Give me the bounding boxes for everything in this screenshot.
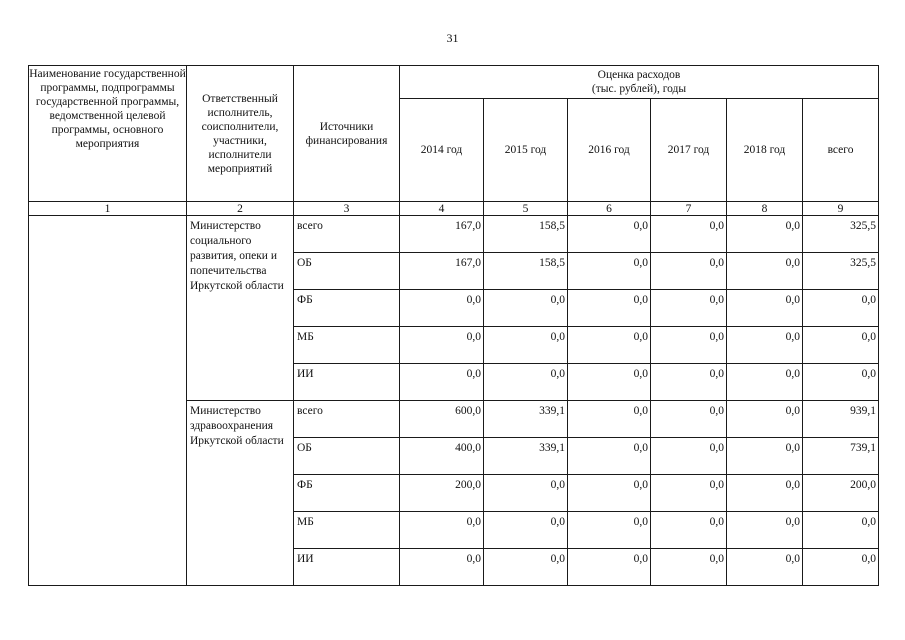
column-number: 8 <box>727 202 803 216</box>
value-cell: 0,0 <box>651 253 727 290</box>
column-number: 6 <box>568 202 651 216</box>
total-cell: 0,0 <box>803 327 879 364</box>
header-estimate-title: Оценка расходов <box>597 69 681 81</box>
header-year: 2016 год <box>568 99 651 202</box>
value-cell: 0,0 <box>484 512 568 549</box>
value-cell: 0,0 <box>727 364 803 401</box>
header-year: 2015 год <box>484 99 568 202</box>
value-cell: 167,0 <box>400 216 484 253</box>
value-cell: 0,0 <box>400 364 484 401</box>
value-cell: 0,0 <box>568 253 651 290</box>
value-cell: 0,0 <box>651 216 727 253</box>
total-cell: 0,0 <box>803 549 879 586</box>
value-cell: 0,0 <box>651 438 727 475</box>
column-number: 9 <box>803 202 879 216</box>
total-cell: 939,1 <box>803 401 879 438</box>
total-cell: 0,0 <box>803 290 879 327</box>
header-estimate-unit: (тыс. рублей), годы <box>591 83 687 95</box>
total-cell: 739,1 <box>803 438 879 475</box>
value-cell: 600,0 <box>400 401 484 438</box>
value-cell: 0,0 <box>484 364 568 401</box>
value-cell: 0,0 <box>568 364 651 401</box>
source-cell: МБ <box>294 512 400 549</box>
value-cell: 0,0 <box>568 401 651 438</box>
column-number: 2 <box>187 202 294 216</box>
header-name: Наименование государственной программы, подпрограммы государственной программы, ведомственной целевой программы, основного мероприятия <box>29 66 187 202</box>
value-cell: 339,1 <box>484 438 568 475</box>
value-cell: 0,0 <box>651 549 727 586</box>
value-cell: 0,0 <box>727 475 803 512</box>
value-cell: 0,0 <box>484 475 568 512</box>
value-cell: 400,0 <box>400 438 484 475</box>
source-cell: всего <box>294 216 400 253</box>
total-cell: 325,5 <box>803 216 879 253</box>
executor-cell: Министерство здравоохранения Иркутской области <box>187 401 294 586</box>
value-cell: 0,0 <box>400 549 484 586</box>
header-year: 2017 год <box>651 99 727 202</box>
value-cell: 0,0 <box>400 327 484 364</box>
header-sources: Источники финансирования <box>294 66 400 202</box>
value-cell: 0,0 <box>651 401 727 438</box>
value-cell: 0,0 <box>651 364 727 401</box>
value-cell: 158,5 <box>484 216 568 253</box>
value-cell: 0,0 <box>568 438 651 475</box>
value-cell: 0,0 <box>568 512 651 549</box>
header-estimate <box>400 66 879 99</box>
source-cell: всего <box>294 401 400 438</box>
value-cell: 0,0 <box>651 327 727 364</box>
column-number: 5 <box>484 202 568 216</box>
source-cell: ИИ <box>294 549 400 586</box>
value-cell: 0,0 <box>400 512 484 549</box>
budget-body <box>29 216 879 586</box>
column-number: 7 <box>651 202 727 216</box>
column-number: 3 <box>294 202 400 216</box>
value-cell: 200,0 <box>400 475 484 512</box>
value-cell: 0,0 <box>568 327 651 364</box>
total-cell: 0,0 <box>803 364 879 401</box>
executor-cell: Министерство социального развития, опеки и попечительства Иркутской области <box>187 216 294 401</box>
value-cell: 0,0 <box>484 327 568 364</box>
value-cell: 0,0 <box>651 475 727 512</box>
header-total: всего <box>803 99 879 202</box>
page-number: 31 <box>446 31 459 45</box>
column-number-row <box>29 202 879 216</box>
value-cell: 0,0 <box>651 290 727 327</box>
header-year: 2014 год <box>400 99 484 202</box>
source-cell: ИИ <box>294 364 400 401</box>
total-cell: 325,5 <box>803 253 879 290</box>
column-number: 4 <box>400 202 484 216</box>
value-cell: 0,0 <box>727 216 803 253</box>
source-cell: ФБ <box>294 290 400 327</box>
value-cell: 0,0 <box>400 290 484 327</box>
value-cell: 0,0 <box>727 512 803 549</box>
value-cell: 0,0 <box>568 475 651 512</box>
value-cell: 158,5 <box>484 253 568 290</box>
value-cell: 0,0 <box>484 290 568 327</box>
value-cell: 0,0 <box>727 253 803 290</box>
budget-table <box>28 65 879 586</box>
source-cell: ОБ <box>294 438 400 475</box>
value-cell: 167,0 <box>400 253 484 290</box>
value-cell: 0,0 <box>727 438 803 475</box>
value-cell: 0,0 <box>651 512 727 549</box>
source-cell: ФБ <box>294 475 400 512</box>
value-cell: 339,1 <box>484 401 568 438</box>
header-responsible: Ответственный исполнитель, соисполнители, участники, исполнители мероприятий <box>187 66 294 202</box>
value-cell: 0,0 <box>727 549 803 586</box>
header-year: 2018 год <box>727 99 803 202</box>
source-cell: МБ <box>294 327 400 364</box>
total-cell: 200,0 <box>803 475 879 512</box>
program-name-cell <box>29 216 187 586</box>
value-cell: 0,0 <box>727 401 803 438</box>
table-row <box>29 216 879 253</box>
value-cell: 0,0 <box>727 290 803 327</box>
total-cell: 0,0 <box>803 512 879 549</box>
value-cell: 0,0 <box>568 290 651 327</box>
value-cell: 0,0 <box>568 549 651 586</box>
value-cell: 0,0 <box>484 549 568 586</box>
source-cell: ОБ <box>294 253 400 290</box>
value-cell: 0,0 <box>568 216 651 253</box>
column-number: 1 <box>29 202 187 216</box>
value-cell: 0,0 <box>727 327 803 364</box>
